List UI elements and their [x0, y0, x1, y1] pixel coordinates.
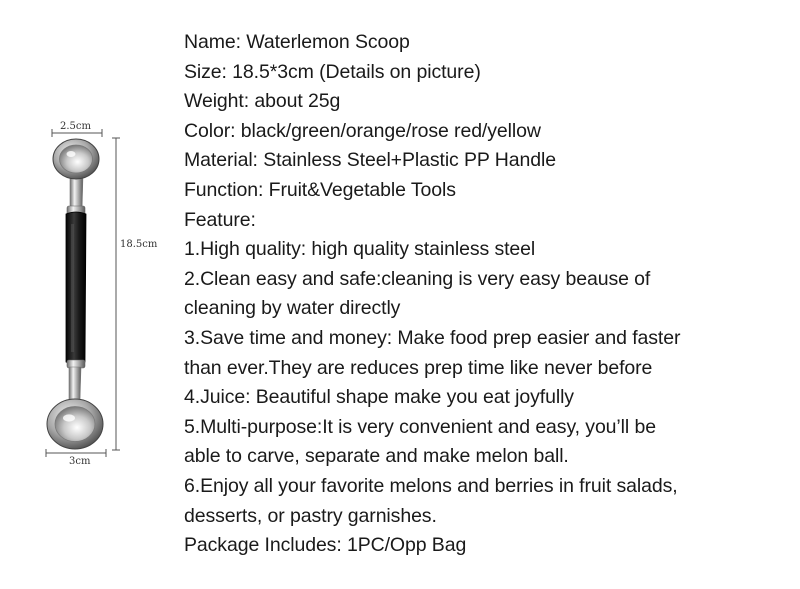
spec-line: 3.Save time and money: Make food prep easier and faster — [184, 326, 681, 349]
spec-line: Size: 18.5*3cm (Details on picture) — [184, 60, 481, 83]
bottom-scoop-bowl — [47, 399, 103, 449]
spec-line: Color: black/green/orange/rose red/yellow — [184, 119, 541, 142]
product-spec-list — [184, 28, 796, 561]
spec-line: 2.Clean easy and safe:cleaning is very easy beause of — [184, 267, 651, 290]
spec-line: 1.High quality: high quality stainless steel — [184, 238, 536, 261]
bottom-neck — [69, 367, 81, 400]
width-top-label: 2.5cm — [60, 121, 91, 132]
spec-line: than ever.They are reduces prep time like never before — [184, 356, 653, 379]
spec-line: 5.Multi-purpose:It is very convenient and easy, you’ll be — [184, 415, 656, 438]
top-scoop-bowl — [53, 139, 99, 179]
spec-line: Name: Waterlemon Scoop — [184, 31, 410, 53]
black-handle — [66, 212, 86, 365]
spec-line: desserts, or pastry garnishes. — [184, 504, 437, 527]
spec-line: able to carve, separate and make melon ball. — [184, 445, 569, 468]
spec-line: 6.Enjoy all your favorite melons and berries in fruit salads, — [184, 474, 678, 497]
spec-line: Weight: about 25g — [184, 90, 341, 113]
length-dimension — [112, 138, 120, 450]
spec-line: 4.Juice: Beautiful shape make you eat joyfully — [184, 386, 574, 409]
spec-line: Material: Stainless Steel+Plastic PP Handle — [184, 149, 556, 172]
spec-line: Package Includes: 1PC/Opp Bag — [184, 534, 467, 557]
length-label: 18.5cm — [120, 239, 158, 250]
spec-line: Feature: — [184, 208, 256, 231]
width-bottom-label: 3cm — [69, 456, 91, 467]
spec-line: Function: Fruit&Vegetable Tools — [184, 178, 456, 201]
spec-line: cleaning by water directly — [184, 297, 401, 320]
melon-baller-illustration — [0, 0, 180, 589]
